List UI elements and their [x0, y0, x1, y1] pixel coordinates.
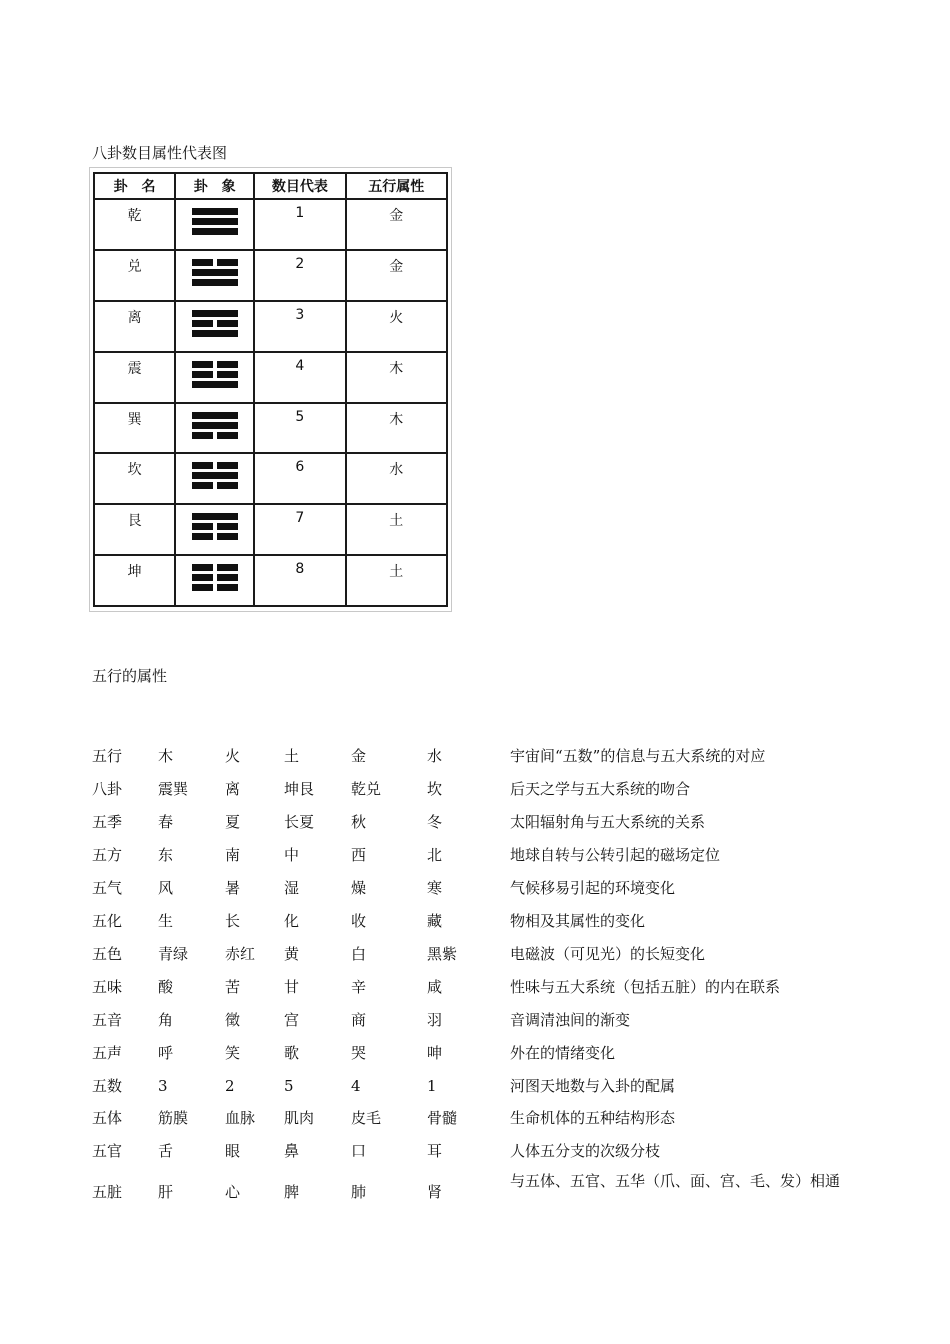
- gua-number-cell: [254, 504, 345, 555]
- row-label: 五方: [92, 846, 123, 864]
- yin-line: [192, 259, 238, 266]
- attribute-cell: 脾: [284, 1183, 300, 1201]
- attribute-cell: 赤红: [225, 945, 256, 963]
- yin-line: [192, 564, 238, 571]
- gua-name: 离: [127, 309, 142, 326]
- gua-number: 2: [295, 255, 305, 272]
- attribute-cell: 夏: [225, 813, 241, 831]
- gua-symbol-cell: [175, 352, 254, 403]
- attribute-cell: 风: [158, 879, 174, 897]
- attribute-cell: 眼: [225, 1142, 241, 1160]
- wuxing-caption: 五行的属性: [92, 667, 168, 685]
- attribute-cell: 化: [284, 912, 300, 930]
- row-description: 后天之学与五大系统的吻合: [510, 780, 691, 798]
- gua-number: 6: [295, 459, 305, 476]
- bagua-row-dui: [94, 250, 447, 301]
- yin-line: [192, 371, 238, 378]
- attribute-cell: 哭: [351, 1044, 367, 1062]
- attribute-cell: 舌: [158, 1142, 174, 1160]
- gua-symbol-cell: [175, 453, 254, 504]
- xun-trigram-icon: [192, 412, 238, 442]
- row-description: 电磁波（可见光）的长短变化: [510, 945, 706, 963]
- gua-element: 木: [389, 360, 404, 377]
- yang-line: [192, 472, 238, 479]
- attribute-cell: 金: [351, 747, 367, 765]
- gua-number: 7: [295, 510, 305, 527]
- gen-trigram-icon: [192, 513, 238, 543]
- gua-number: 5: [295, 408, 305, 425]
- row-label: 五体: [92, 1109, 123, 1127]
- row-description: 宇宙间“五数”的信息与五大系统的对应: [510, 747, 766, 765]
- attribute-cell: 湿: [284, 879, 300, 897]
- kan-trigram-icon: [192, 462, 238, 492]
- header-number: 数目代表: [254, 173, 345, 199]
- attribute-cell: 皮毛: [351, 1109, 382, 1127]
- attribute-cell: 震巽: [158, 780, 189, 798]
- gua-number: 8: [295, 561, 305, 578]
- yang-line: [192, 381, 238, 388]
- gua-element: 土: [389, 564, 404, 581]
- gua-name-cell: [94, 403, 175, 454]
- row-description: 河图天地数与入卦的配属: [510, 1077, 676, 1095]
- gua-number-cell: [254, 453, 345, 504]
- attribute-cell: 燥: [351, 879, 367, 897]
- yin-line: [192, 533, 238, 540]
- bagua-caption: 八卦数目属性代表图: [92, 144, 228, 162]
- gua-name: 乾: [127, 208, 142, 224]
- gua-element-cell: [346, 352, 447, 403]
- gua-number-cell: [254, 301, 345, 352]
- gua-number-cell: [254, 403, 345, 454]
- attribute-cell: 肾: [427, 1183, 443, 1201]
- dui-trigram-icon: [192, 259, 238, 289]
- attribute-cell: 甘: [284, 978, 300, 996]
- gua-element-cell: [346, 250, 447, 301]
- row-label: 八卦: [92, 780, 123, 798]
- row-label: 五季: [92, 813, 123, 831]
- attribute-cell: 长夏: [284, 813, 315, 831]
- attribute-cell: 肌肉: [284, 1109, 315, 1127]
- gua-number-cell: [254, 555, 345, 606]
- row-label: 五化: [92, 912, 123, 930]
- attribute-cell: 秋: [351, 813, 367, 831]
- attribute-cell: 南: [225, 846, 241, 864]
- attribute-cell: 北: [427, 846, 443, 864]
- row-label: 五脏: [92, 1183, 123, 1201]
- attribute-cell: 血脉: [225, 1109, 256, 1127]
- gua-element-cell: [346, 301, 447, 352]
- attribute-cell: 呻: [427, 1044, 443, 1062]
- yang-line: [192, 279, 238, 286]
- yang-line: [192, 310, 238, 317]
- gua-name: 坤: [127, 564, 142, 581]
- attribute-cell: 咸: [427, 978, 443, 996]
- gua-name-cell: [94, 199, 175, 250]
- gua-number-cell: [254, 250, 345, 301]
- gua-symbol-cell: [175, 301, 254, 352]
- attribute-cell: 苦: [225, 978, 241, 996]
- attribute-cell: 坤艮: [284, 780, 315, 798]
- attribute-cell: 东: [158, 846, 174, 864]
- li-trigram-icon: [192, 310, 238, 340]
- gua-element-cell: [346, 504, 447, 555]
- attribute-cell: 离: [225, 780, 241, 798]
- gua-element: 土: [389, 513, 404, 530]
- yang-line: [192, 422, 238, 429]
- attribute-cell: 坎: [427, 780, 443, 798]
- gua-number: 1: [295, 205, 305, 221]
- attribute-cell: 角: [158, 1011, 174, 1029]
- gua-element: 木: [389, 411, 404, 428]
- gua-number-cell: [254, 199, 345, 250]
- header-gua-name: 卦 名: [94, 173, 175, 199]
- gua-name-cell: [94, 301, 175, 352]
- yang-line: [192, 330, 238, 337]
- yin-line: [192, 320, 238, 327]
- gua-number: 3: [295, 306, 305, 323]
- gua-number: 4: [295, 357, 305, 374]
- gua-symbol-cell: [175, 199, 254, 250]
- row-label: 五色: [92, 945, 123, 963]
- attribute-cell: 辛: [351, 978, 367, 996]
- row-label: 五气: [92, 879, 123, 897]
- yang-line: [192, 513, 238, 520]
- gua-element-cell: [346, 453, 447, 504]
- row-description: 气候移易引起的环境变化: [510, 879, 676, 897]
- gua-element: 火: [389, 309, 404, 326]
- attribute-cell: 羽: [427, 1011, 443, 1029]
- row-description: 性味与五大系统（包括五脏）的内在联系: [510, 978, 781, 996]
- yang-line: [192, 208, 238, 215]
- gua-name: 巽: [127, 411, 142, 428]
- row-description: 地球自转与公转引起的磁场定位: [510, 846, 721, 864]
- attribute-cell: 徵: [225, 1011, 241, 1029]
- gua-name-cell: [94, 453, 175, 504]
- attribute-cell: 春: [158, 813, 174, 831]
- row-description: 生命机体的五种结构形态: [510, 1109, 676, 1127]
- gua-name-cell: [94, 250, 175, 301]
- gua-name: 艮: [127, 513, 142, 530]
- gua-element-cell: [346, 555, 447, 606]
- attribute-cell: 5: [284, 1077, 294, 1095]
- attribute-cell: 2: [225, 1077, 235, 1095]
- attribute-cell: 水: [427, 747, 443, 765]
- gua-symbol-cell: [175, 250, 254, 301]
- zhen-trigram-icon: [192, 361, 238, 391]
- bagua-header-row: [94, 173, 447, 199]
- attribute-cell: 4: [351, 1077, 361, 1095]
- yang-line: [192, 269, 238, 276]
- yin-line: [192, 482, 238, 489]
- yin-line: [192, 523, 238, 530]
- attribute-cell: 鼻: [284, 1142, 300, 1160]
- row-label: 五味: [92, 978, 123, 996]
- bagua-row-xun: [94, 403, 447, 454]
- attribute-cell: 笑: [225, 1044, 241, 1062]
- attribute-cell: 筋膜: [158, 1109, 189, 1127]
- gua-name-cell: [94, 504, 175, 555]
- gua-element-cell: [346, 403, 447, 454]
- attribute-cell: 黑紫: [427, 945, 458, 963]
- attribute-cell: 歌: [284, 1044, 300, 1062]
- gua-symbol-cell: [175, 555, 254, 606]
- gua-element: 金: [389, 258, 404, 275]
- attribute-cell: 长: [225, 912, 241, 930]
- row-description: 太阳辐射角与五大系统的关系: [510, 813, 706, 831]
- yin-line: [192, 574, 238, 581]
- attribute-cell: 青绿: [158, 945, 189, 963]
- bagua-row-kan: [94, 453, 447, 504]
- attribute-cell: 呼: [158, 1044, 174, 1062]
- gua-name: 兑: [127, 258, 142, 275]
- attribute-cell: 骨髓: [427, 1109, 458, 1127]
- gua-name: 震: [127, 360, 142, 377]
- gua-symbol-cell: [175, 504, 254, 555]
- gua-element: 水: [389, 462, 404, 479]
- attribute-cell: 寒: [427, 879, 443, 897]
- row-label: 五官: [92, 1142, 123, 1160]
- attribute-cell: 商: [351, 1011, 367, 1029]
- yin-line: [192, 584, 238, 591]
- bagua-table: [93, 172, 448, 607]
- bagua-row-gen: [94, 504, 447, 555]
- attribute-cell: 耳: [427, 1142, 443, 1160]
- header-element: 五行属性: [346, 173, 447, 199]
- yang-line: [192, 412, 238, 419]
- attribute-cell: 收: [351, 912, 367, 930]
- attribute-cell: 口: [351, 1142, 367, 1160]
- attribute-cell: 心: [225, 1183, 241, 1201]
- attribute-cell: 暑: [225, 879, 241, 897]
- attribute-cell: 宫: [284, 1011, 300, 1029]
- gua-element-cell: [346, 199, 447, 250]
- attribute-cell: 火: [225, 747, 241, 765]
- row-description: 人体五分支的次级分枝: [510, 1142, 661, 1160]
- attribute-cell: 冬: [427, 813, 443, 831]
- header-gua-symbol: 卦 象: [175, 173, 254, 199]
- row-description: 物相及其属性的变化: [510, 912, 646, 930]
- gua-name-cell: [94, 555, 175, 606]
- attribute-cell: 乾兑: [351, 780, 382, 798]
- attribute-cell: 1: [427, 1077, 437, 1095]
- attribute-cell: 木: [158, 747, 174, 765]
- row-label: 五声: [92, 1044, 123, 1062]
- bagua-row-qian: [94, 199, 447, 250]
- bagua-figure: [89, 167, 452, 612]
- attribute-cell: 中: [284, 846, 300, 864]
- attribute-cell: 白: [351, 945, 367, 963]
- attribute-cell: 土: [284, 747, 300, 765]
- bagua-row-li: [94, 301, 447, 352]
- yin-line: [192, 432, 238, 439]
- yang-line: [192, 218, 238, 225]
- bagua-row-kun: [94, 555, 447, 606]
- gua-element: 金: [389, 208, 404, 224]
- attribute-cell: 酸: [158, 978, 174, 996]
- yang-line: [192, 228, 238, 235]
- row-description: 音调清浊间的渐变: [510, 1011, 631, 1029]
- attribute-cell: 黄: [284, 945, 300, 963]
- gua-symbol-cell: [175, 403, 254, 454]
- attribute-cell: 西: [351, 846, 367, 864]
- yin-line: [192, 462, 238, 469]
- attribute-cell: 肝: [158, 1183, 174, 1201]
- row-label: 五音: [92, 1011, 123, 1029]
- kun-trigram-icon: [192, 564, 238, 594]
- row-description: 外在的情绪变化: [510, 1044, 616, 1062]
- row-description: 与五体、五官、五华（爪、面、宫、毛、发）相通: [510, 1172, 841, 1190]
- yin-line: [192, 361, 238, 368]
- row-label: 五行: [92, 747, 123, 765]
- qian-trigram-icon: [192, 208, 238, 238]
- gua-name: 坎: [127, 462, 142, 479]
- attribute-cell: 藏: [427, 912, 443, 930]
- row-label: 五数: [92, 1077, 123, 1095]
- bagua-row-zhen: [94, 352, 447, 403]
- attribute-cell: 3: [158, 1077, 168, 1095]
- attribute-cell: 肺: [351, 1183, 367, 1201]
- attribute-cell: 生: [158, 912, 174, 930]
- gua-name-cell: [94, 352, 175, 403]
- gua-number-cell: [254, 352, 345, 403]
